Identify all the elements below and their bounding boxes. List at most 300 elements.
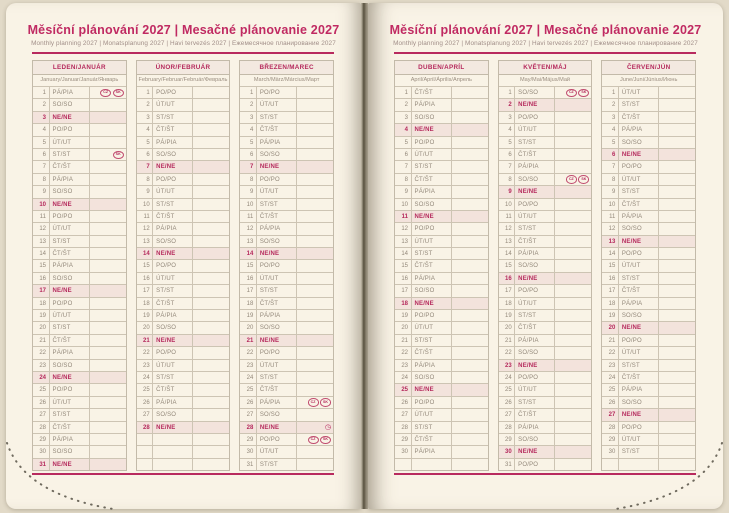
month-languages: April/April/Április/Апрель xyxy=(395,75,488,87)
notes-cell xyxy=(452,434,488,445)
weekday-label: ST/ST xyxy=(619,446,659,457)
notes-cell xyxy=(297,446,333,457)
weekday-label: PÁ/PIA xyxy=(619,298,659,309)
day-row xyxy=(602,322,695,334)
day-row xyxy=(137,137,230,149)
weekday-label: PO/PO xyxy=(412,137,452,148)
day-row xyxy=(499,422,592,434)
day-row xyxy=(137,409,230,421)
weekday-label: NE/NE xyxy=(257,248,297,259)
day-number: 20 xyxy=(395,322,412,333)
month-languages: March/März/Március/Март xyxy=(240,75,333,87)
day-row xyxy=(137,335,230,347)
weekday-label: SO/SO xyxy=(50,186,90,197)
notes-cell xyxy=(297,99,333,110)
day-row xyxy=(602,434,695,446)
day-number: 22 xyxy=(33,347,50,358)
day-row xyxy=(33,199,126,211)
notes-cell xyxy=(90,99,126,110)
weekday-label: PÁ/PIA xyxy=(50,174,90,185)
weekday-label: PO/PO xyxy=(50,124,90,135)
day-number: 13 xyxy=(240,236,257,247)
day-row xyxy=(602,273,695,285)
day-number: 7 xyxy=(240,161,257,172)
notes-cell xyxy=(297,285,333,296)
weekday-label: SO/SO xyxy=(515,260,555,271)
day-row xyxy=(602,446,695,458)
day-row xyxy=(395,322,488,334)
day-number: 18 xyxy=(240,298,257,309)
day-number: 30 xyxy=(602,446,619,457)
day-row xyxy=(33,112,126,124)
weekday-label: NE/NE xyxy=(257,335,297,346)
weekday-label: NE/NE xyxy=(619,236,659,247)
weekday-label: PO/PO xyxy=(412,310,452,321)
holiday-sk-icon: SK xyxy=(320,398,331,406)
holiday-sk-icon: SK xyxy=(113,89,124,97)
notes-cell xyxy=(452,211,488,222)
day-number: 15 xyxy=(395,260,412,271)
day-number: 7 xyxy=(137,161,154,172)
day-number: 22 xyxy=(499,347,516,358)
notes-cell xyxy=(193,322,229,333)
weekday-label: ST/ST xyxy=(515,137,555,148)
weekday-label: PÁ/PIA xyxy=(412,446,452,457)
empty-row xyxy=(137,434,230,446)
weekday-label: ST/ST xyxy=(619,99,659,110)
weekday-label: ÚT/UT xyxy=(50,223,90,234)
weekday-label: NE/NE xyxy=(515,186,555,197)
day-number: 12 xyxy=(33,223,50,234)
notes-cell xyxy=(659,137,695,148)
weekday-label: PÁ/PIA xyxy=(50,347,90,358)
day-number: 15 xyxy=(499,260,516,271)
weekday-label: NE/NE xyxy=(153,422,193,433)
notes-cell xyxy=(297,236,333,247)
weekday-label: PÁ/PIA xyxy=(153,310,193,321)
notes-cell xyxy=(659,409,695,420)
notes-cell xyxy=(297,260,333,271)
notes-cell xyxy=(193,273,229,284)
weekday-label: ST/ST xyxy=(257,199,297,210)
weekday-label xyxy=(153,434,193,445)
day-number: 24 xyxy=(240,372,257,383)
weekday-label: PÁ/PIA xyxy=(412,360,452,371)
weekday-label: SO/SO xyxy=(50,99,90,110)
day-number: 23 xyxy=(602,360,619,371)
weekday-label: NE/NE xyxy=(153,335,193,346)
day-number: 3 xyxy=(602,112,619,123)
day-number: 25 xyxy=(33,384,50,395)
day-number: 2 xyxy=(33,99,50,110)
notes-cell xyxy=(659,384,695,395)
day-number: 19 xyxy=(33,310,50,321)
weekday-label: ST/ST xyxy=(50,149,90,160)
notes-cell xyxy=(555,459,591,470)
day-row xyxy=(137,161,230,173)
day-row xyxy=(137,211,230,223)
notes-cell xyxy=(90,409,126,420)
weekday-label: SO/SO xyxy=(50,273,90,284)
weekday-label: PÁ/PIA xyxy=(515,248,555,259)
day-number: 16 xyxy=(499,273,516,284)
day-row xyxy=(240,87,333,99)
day-row xyxy=(137,149,230,161)
weekday-label: NE/NE xyxy=(515,99,555,110)
notes-cell xyxy=(555,236,591,247)
notes-cell xyxy=(452,161,488,172)
day-row xyxy=(33,459,126,470)
weekday-label: PO/PO xyxy=(153,347,193,358)
day-number: 8 xyxy=(499,174,516,185)
notes-cell xyxy=(297,322,333,333)
day-row xyxy=(240,137,333,149)
weekday-label: PÁ/PIA xyxy=(619,211,659,222)
day-row xyxy=(395,99,488,111)
month-title: LEDEN/JANUÁR xyxy=(33,61,126,75)
day-row xyxy=(33,186,126,198)
day-number: 15 xyxy=(240,260,257,271)
day-number xyxy=(602,459,619,470)
day-row xyxy=(602,149,695,161)
day-number: 4 xyxy=(33,124,50,135)
day-row xyxy=(395,422,488,434)
weekday-label: PO/PO xyxy=(257,434,297,445)
notes-cell xyxy=(659,285,695,296)
day-number: 5 xyxy=(33,137,50,148)
day-number: 18 xyxy=(33,298,50,309)
day-number: 14 xyxy=(137,248,154,259)
weekday-label: ÚT/UT xyxy=(153,186,193,197)
day-number: 31 xyxy=(240,459,257,470)
day-number: 1 xyxy=(499,87,516,98)
day-row xyxy=(240,99,333,111)
notes-cell xyxy=(555,260,591,271)
notes-cell xyxy=(659,322,695,333)
book-spine xyxy=(361,3,368,509)
notes-cell xyxy=(659,149,695,160)
notes-cell xyxy=(297,347,333,358)
day-number: 28 xyxy=(395,422,412,433)
notes-cell xyxy=(90,248,126,259)
day-number: 17 xyxy=(395,285,412,296)
day-number: 28 xyxy=(240,422,257,433)
day-row xyxy=(499,248,592,260)
day-number: 17 xyxy=(602,285,619,296)
day-row xyxy=(240,434,333,446)
day-row xyxy=(499,149,592,161)
day-row xyxy=(240,285,333,297)
holiday-cz-icon: CZ xyxy=(308,398,319,406)
weekday-label: NE/NE xyxy=(515,446,555,457)
notes-cell xyxy=(90,124,126,135)
notes-cell xyxy=(193,372,229,383)
weekday-label: NE/NE xyxy=(50,285,90,296)
day-row xyxy=(33,273,126,285)
notes-cell xyxy=(297,149,333,160)
weekday-label: SO/SO xyxy=(412,199,452,210)
day-number: 1 xyxy=(240,87,257,98)
day-row xyxy=(602,137,695,149)
page-subtitle: Monthly planning 2027 | Monatsplanung 2027 | Havi tervezés 2027 | Ежемесячное планирование 2027 xyxy=(393,40,698,47)
day-row xyxy=(395,124,488,136)
weekday-label: ÚT/UT xyxy=(619,347,659,358)
day-row xyxy=(602,409,695,421)
day-row xyxy=(240,347,333,359)
header-rule xyxy=(32,52,334,54)
day-number: 27 xyxy=(395,409,412,420)
notes-cell xyxy=(659,248,695,259)
day-number: 14 xyxy=(33,248,50,259)
day-row xyxy=(499,434,592,446)
notes-cell xyxy=(90,260,126,271)
day-row xyxy=(137,199,230,211)
weekday-label: PÁ/PIA xyxy=(412,99,452,110)
day-number: 17 xyxy=(33,285,50,296)
day-number: 24 xyxy=(395,372,412,383)
day-row xyxy=(602,211,695,223)
weekday-label: PO/PO xyxy=(257,347,297,358)
weekday-label: PÁ/PIA xyxy=(515,161,555,172)
weekday-label xyxy=(412,459,452,470)
day-row xyxy=(499,298,592,310)
weekday-label: ČT/ŠT xyxy=(412,260,452,271)
day-row xyxy=(137,112,230,124)
weekday-label: ČT/ŠT xyxy=(50,335,90,346)
day-number: 2 xyxy=(602,99,619,110)
day-number: 14 xyxy=(499,248,516,259)
day-number: 14 xyxy=(395,248,412,259)
notes-cell xyxy=(659,211,695,222)
day-number: 6 xyxy=(499,149,516,160)
month-title: KVĚTEN/MÁJ xyxy=(499,61,592,75)
day-row xyxy=(499,335,592,347)
notes-cell xyxy=(659,434,695,445)
weekday-label xyxy=(619,459,659,470)
day-row xyxy=(137,310,230,322)
weekday-label: PO/PO xyxy=(257,87,297,98)
day-row xyxy=(395,149,488,161)
month-languages: June/Juni/Június/Июнь xyxy=(602,75,695,87)
weekday-label: SO/SO xyxy=(412,112,452,123)
notes-cell xyxy=(452,199,488,210)
weekday-label xyxy=(153,459,193,470)
weekday-label: ÚT/UT xyxy=(257,446,297,457)
weekday-label: NE/NE xyxy=(50,199,90,210)
notes-cell xyxy=(297,335,333,346)
day-number: 16 xyxy=(33,273,50,284)
weekday-label: PO/PO xyxy=(257,174,297,185)
day-row xyxy=(240,422,333,434)
weekday-label: ST/ST xyxy=(50,409,90,420)
notes-cell xyxy=(555,360,591,371)
notes-cell xyxy=(452,298,488,309)
notes-cell xyxy=(555,186,591,197)
notes-cell xyxy=(555,223,591,234)
weekday-label: ČT/ŠT xyxy=(515,236,555,247)
weekday-label: ST/ST xyxy=(619,360,659,371)
notes-cell xyxy=(452,137,488,148)
day-row xyxy=(602,124,695,136)
month-rows xyxy=(395,87,488,470)
notes-cell xyxy=(452,409,488,420)
day-number: 16 xyxy=(395,273,412,284)
day-row xyxy=(137,260,230,272)
day-number: 9 xyxy=(33,186,50,197)
day-number: 25 xyxy=(395,384,412,395)
weekday-label: PO/PO xyxy=(257,260,297,271)
holiday-sk-icon: SK xyxy=(578,89,589,97)
weekday-label: PÁ/PIA xyxy=(257,310,297,321)
notes-cell xyxy=(193,174,229,185)
notes-cell xyxy=(659,199,695,210)
weekday-label: ČT/ŠT xyxy=(412,87,452,98)
weekday-label: PÁ/PIA xyxy=(50,87,90,98)
day-number: 9 xyxy=(602,186,619,197)
notes-cell xyxy=(297,434,333,445)
notes-cell xyxy=(659,273,695,284)
day-number: 27 xyxy=(240,409,257,420)
day-row xyxy=(137,347,230,359)
day-number: 23 xyxy=(395,360,412,371)
day-number: 11 xyxy=(602,211,619,222)
weekday-label: PÁ/PIA xyxy=(257,223,297,234)
day-row xyxy=(395,174,488,186)
notes-cell xyxy=(193,335,229,346)
day-number: 7 xyxy=(395,161,412,172)
day-number: 7 xyxy=(602,161,619,172)
day-number xyxy=(137,459,154,470)
notes-cell xyxy=(452,186,488,197)
day-row xyxy=(602,174,695,186)
day-number: 18 xyxy=(602,298,619,309)
day-number: 10 xyxy=(137,199,154,210)
day-number: 3 xyxy=(395,112,412,123)
holiday-cz-icon: CZ xyxy=(566,175,577,183)
day-number: 12 xyxy=(602,223,619,234)
notes-cell xyxy=(555,409,591,420)
weekday-label: NE/NE xyxy=(153,161,193,172)
notes-cell xyxy=(659,87,695,98)
day-row xyxy=(33,372,126,384)
day-number: 20 xyxy=(602,322,619,333)
notes-cell xyxy=(555,112,591,123)
day-number: 16 xyxy=(602,273,619,284)
notes-cell xyxy=(555,199,591,210)
notes-cell xyxy=(452,236,488,247)
day-number: 15 xyxy=(137,260,154,271)
day-row xyxy=(499,310,592,322)
right-columns xyxy=(394,60,696,471)
notes-cell xyxy=(659,347,695,358)
notes-cell xyxy=(452,285,488,296)
weekday-label: PO/PO xyxy=(412,223,452,234)
weekday-label: PÁ/PIA xyxy=(257,397,297,408)
notes-cell xyxy=(555,372,591,383)
notes-cell xyxy=(659,112,695,123)
day-number: 30 xyxy=(395,446,412,457)
notes-cell xyxy=(555,174,591,185)
day-row xyxy=(602,199,695,211)
notes-cell xyxy=(297,186,333,197)
day-number: 27 xyxy=(33,409,50,420)
day-row xyxy=(602,87,695,99)
weekday-label: ST/ST xyxy=(412,248,452,259)
month-title: BŘEZEN/MAREC xyxy=(240,61,333,75)
day-row xyxy=(602,298,695,310)
weekday-label: ČT/ŠT xyxy=(153,384,193,395)
day-row xyxy=(499,409,592,421)
notes-cell xyxy=(555,298,591,309)
day-row xyxy=(602,360,695,372)
weekday-label: PÁ/PIA xyxy=(153,223,193,234)
notes-cell xyxy=(297,124,333,135)
day-row xyxy=(602,248,695,260)
day-number: 6 xyxy=(137,149,154,160)
day-row xyxy=(395,236,488,248)
day-row xyxy=(499,124,592,136)
day-row xyxy=(602,236,695,248)
month-languages: February/Februar/Február/Февраль xyxy=(137,75,230,87)
day-row xyxy=(395,446,488,458)
day-number: 26 xyxy=(33,397,50,408)
day-row xyxy=(33,285,126,297)
day-number: 5 xyxy=(240,137,257,148)
weekday-label: SO/SO xyxy=(619,310,659,321)
day-number: 20 xyxy=(33,322,50,333)
day-row xyxy=(499,459,592,470)
day-row xyxy=(240,446,333,458)
day-row xyxy=(499,347,592,359)
day-row xyxy=(137,372,230,384)
notes-cell xyxy=(555,446,591,457)
notes-cell xyxy=(297,112,333,123)
weekday-label: SO/SO xyxy=(50,360,90,371)
day-row xyxy=(395,273,488,285)
weekday-label: PÁ/PIA xyxy=(50,434,90,445)
weekday-label: ST/ST xyxy=(619,273,659,284)
day-number: 20 xyxy=(499,322,516,333)
weekday-label: ÚT/UT xyxy=(257,99,297,110)
notes-cell xyxy=(193,384,229,395)
day-number: 3 xyxy=(240,112,257,123)
weekday-label: ÚT/UT xyxy=(412,322,452,333)
weekday-label: PO/PO xyxy=(515,459,555,470)
day-row xyxy=(395,199,488,211)
weekday-label: ÚT/UT xyxy=(515,124,555,135)
weekday-label: ÚT/UT xyxy=(412,149,452,160)
weekday-label: PÁ/PIA xyxy=(619,384,659,395)
day-row xyxy=(137,186,230,198)
notes-cell xyxy=(452,174,488,185)
day-number: 16 xyxy=(137,273,154,284)
holiday-sk-icon: SK xyxy=(113,151,124,159)
day-number: 28 xyxy=(499,422,516,433)
notes-cell xyxy=(555,87,591,98)
day-number: 22 xyxy=(602,347,619,358)
day-number: 8 xyxy=(602,174,619,185)
notes-cell xyxy=(452,223,488,234)
notes-cell xyxy=(297,409,333,420)
header-rule xyxy=(394,52,696,54)
weekday-label: SO/SO xyxy=(515,434,555,445)
weekday-label: ČT/ŠT xyxy=(153,124,193,135)
weekday-label: ČT/ŠT xyxy=(412,174,452,185)
notes-cell xyxy=(555,335,591,346)
weekday-label: PO/PO xyxy=(153,260,193,271)
weekday-label: NE/NE xyxy=(257,422,297,433)
day-row xyxy=(137,273,230,285)
